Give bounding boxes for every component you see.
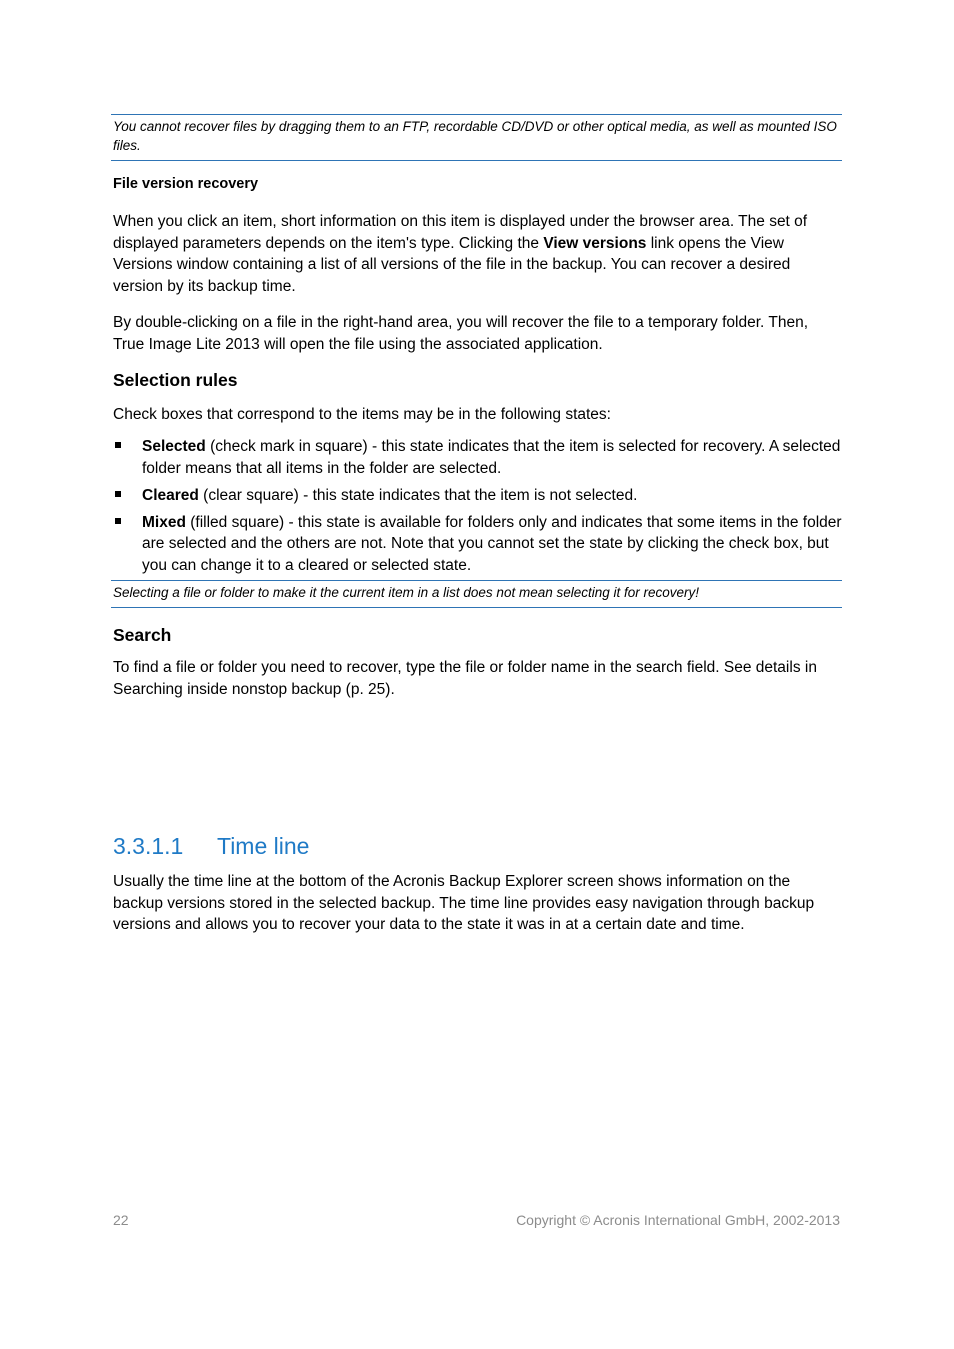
paragraph-text: When you click an item, short information on this item is displayed under the browser area. The set of displayed parameters depends on the item's type. Clicking the — [113, 213, 808, 252]
state-term: Mixed — [142, 513, 186, 531]
paragraph-search: To find a file or folder you need to recover, type the file or folder name in the search field. See details in Searching inside nonstop backup (p. 25). — [113, 659, 817, 698]
state-term: Selected — [142, 438, 206, 455]
bullet-square-icon — [115, 491, 121, 497]
section-title-text: Time line — [217, 833, 310, 859]
paragraph-time-line: Usually the time line at the bottom of the Acronis Backup Explorer screen shows information on the backup versions stored in the selected backup. The time line provides easy navigation through backup versions and allows you to recover your data to the state it was in at a certain date and time. — [113, 873, 815, 933]
view-versions-term: View versions — [543, 234, 647, 252]
paragraph-text: link opens the View Versions window containing a list of all versions of the file in the backup. You can recover a desired version by its backup time. — [113, 234, 791, 295]
paragraph-file-version-info — [113, 211, 843, 297]
note-selecting-current-item — [111, 580, 842, 608]
list-item-selected — [113, 436, 843, 479]
note-ftp-limitation — [111, 114, 842, 161]
heading-selection-rules: Selection rules — [113, 370, 238, 390]
heading-file-version-recovery: File version recovery — [113, 176, 259, 192]
list-item-cleared — [113, 485, 843, 507]
list-item-mixed — [113, 512, 843, 577]
page-number: 22 — [113, 1212, 129, 1228]
heading-search: Search — [113, 625, 172, 645]
state-description: (filled square) - this state is available for folders only and indicates that some items in the folder are selected and the others are not. Note that you cannot set the state by clicking the check box, but you can change it to a cleared or selected state. — [142, 513, 842, 574]
bullet-square-icon — [115, 442, 121, 448]
paragraph-selection-intro: Check boxes that correspond to the items may be in the following states: — [113, 406, 611, 423]
copyright-notice: Copyright © Acronis International GmbH, 2002-2013 — [516, 1212, 840, 1228]
note-text: Selecting a file or folder to make it the current item in a list does not mean selecting it for recovery! — [113, 585, 700, 600]
state-description: (clear square) - this state indicates that the item is not selected. — [198, 486, 638, 504]
section-number: 3.3.1.1 — [113, 833, 184, 859]
state-term: Cleared — [142, 486, 199, 504]
state-description: (check mark in square) - this state indicates that the item is selected for recovery. A selected folder means that all items in the folder are selected. — [142, 438, 841, 477]
paragraph-double-click: By double-clicking on a file in the right-hand area, you will recover the file to a temporary folder. Then, True Image Lite 2013 will open the file using the associated application. — [113, 314, 809, 353]
note-text: You cannot recover files by dragging them to an FTP, recordable CD/DVD or other optical media, as well as mounted ISO files. — [113, 119, 837, 153]
section-title-time-line — [113, 833, 309, 860]
selection-states-list — [113, 436, 843, 582]
bullet-square-icon — [115, 518, 121, 524]
